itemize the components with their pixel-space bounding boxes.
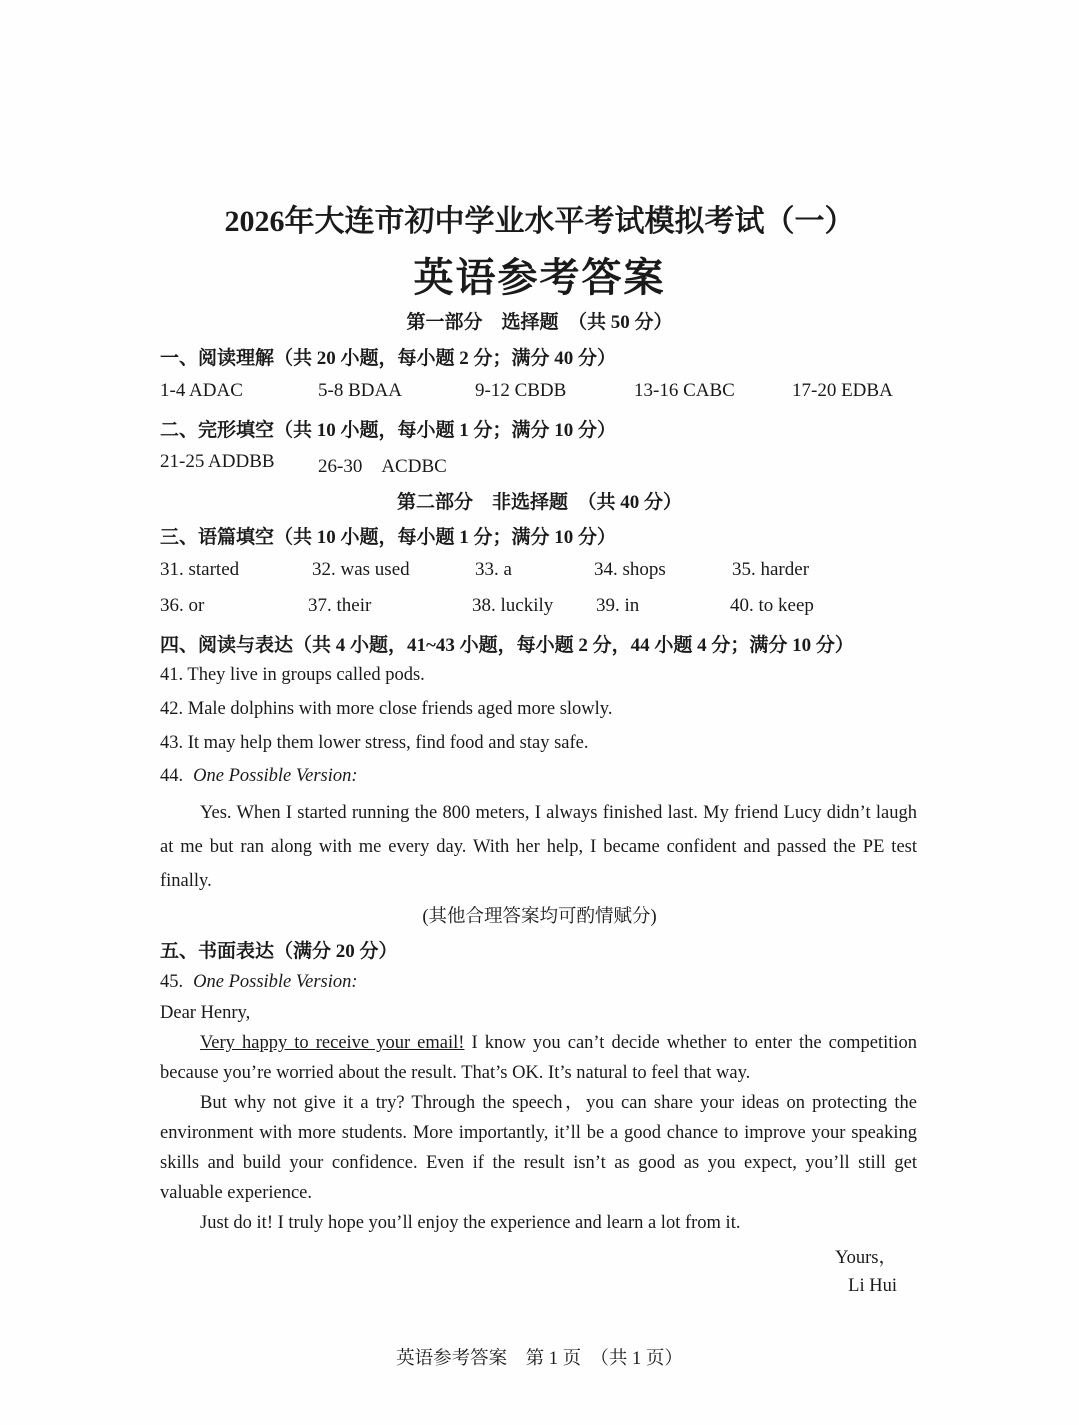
cloze-answer: 40. to keep [730,595,814,616]
page-subtitle: 英语参考答案 [413,255,666,300]
part1-heading: 第一部分 选择题 （共 50 分） [406,312,673,333]
answer-group: 17-20 EDBA [792,380,893,401]
section1-heading: 一、阅读理解（共 20 小题，每小题 2 分；满分 40 分） [160,348,617,369]
section5-heading: 五、书面表达（满分 20 分） [160,941,398,962]
grading-note: (其他合理答案均可酌情赋分) [422,907,657,927]
letter-salutation: Dear Henry, [160,1003,251,1023]
answer-42: 42. Male dolphins with more close friends aged more slowly. [160,699,613,719]
answer-43: 43. It may help them lower stress, find food and stay safe. [160,733,589,753]
cloze-answer: 33. a [475,559,512,580]
part2-heading: 第二部分 非选择题 （共 40 分） [396,492,682,513]
answer-44-text: Yes. When I started running the 800 meters, I always finished last. My friend Lucy didn’t laugh at me but ran along with me every day. With her help, I became confident and passed the PE test finally. [160,803,917,891]
possible-version-label: One Possible Version: [193,766,358,786]
answer-group: 13-16 CABC [634,380,735,401]
cloze-answer: 36. or [160,595,205,616]
section4-heading: 四、阅读与表达（共 4 小题，41~43 小题，每小题 2 分，44 小题 4 分；满分 10 分） [160,635,854,656]
cloze-answer: 39. in [596,595,640,616]
cloze-answer: 37. their [308,595,372,616]
answer-44-label [160,766,358,787]
answer-group: 5-8 BDAA [318,380,402,401]
letter-paragraph-2: But why not give it a try? Through the speech，you can share your ideas on protecting the environment with more students. More importantly, it’ll be a good chance to improve your speaking skills and build your confidence. Even if the result isn’t as good as you expect, you’ll still get valuable experience. [160,1093,917,1203]
section2-heading: 二、完形填空（共 10 小题，每小题 1 分；满分 10 分） [160,420,617,441]
question-number: 44. [160,766,184,786]
answer-group: 1-4 ADAC [160,380,243,401]
answer-group: 9-12 CBDB [475,380,567,401]
possible-version-label: One Possible Version: [193,972,358,992]
letter-closing: Yours， [835,1248,897,1268]
paragraph-text: I know you can’t decide whether to enter the competition because you’re worried about the result. That’s OK. It’s natural to feel that way. [160,1033,918,1083]
letter-paragraph-1 [160,1028,917,1088]
letter-signature: Li Hui [848,1276,897,1296]
letter-paragraph-3: Just do it! I truly hope you’ll enjoy the experience and learn a lot from it. [200,1213,741,1233]
question-number: 45. [160,972,184,992]
cloze-answer: 35. harder [732,559,810,580]
answer-group: 21-25 ADDBB [160,451,275,472]
cloze-answer: 32. was used [312,559,410,580]
answer-41: 41. They live in groups called pods. [160,665,425,685]
cloze-answer: 38. luckily [472,595,554,616]
answer-45-label [160,972,358,993]
cloze-answer: 31. started [160,559,240,580]
page-footer: 英语参考答案 第 1 页 （共 1 页） [396,1349,683,1369]
answer-group: 26-30 ACDBC [318,456,447,477]
cloze-answer: 34. shops [594,559,666,580]
page-title: 2026年大连市初中学业水平考试模拟考试（一） [224,205,855,238]
section3-heading: 三、语篇填空（共 10 小题，每小题 1 分；满分 10 分） [160,527,617,548]
underlined-opening: Very happy to receive your email! [200,1033,465,1053]
